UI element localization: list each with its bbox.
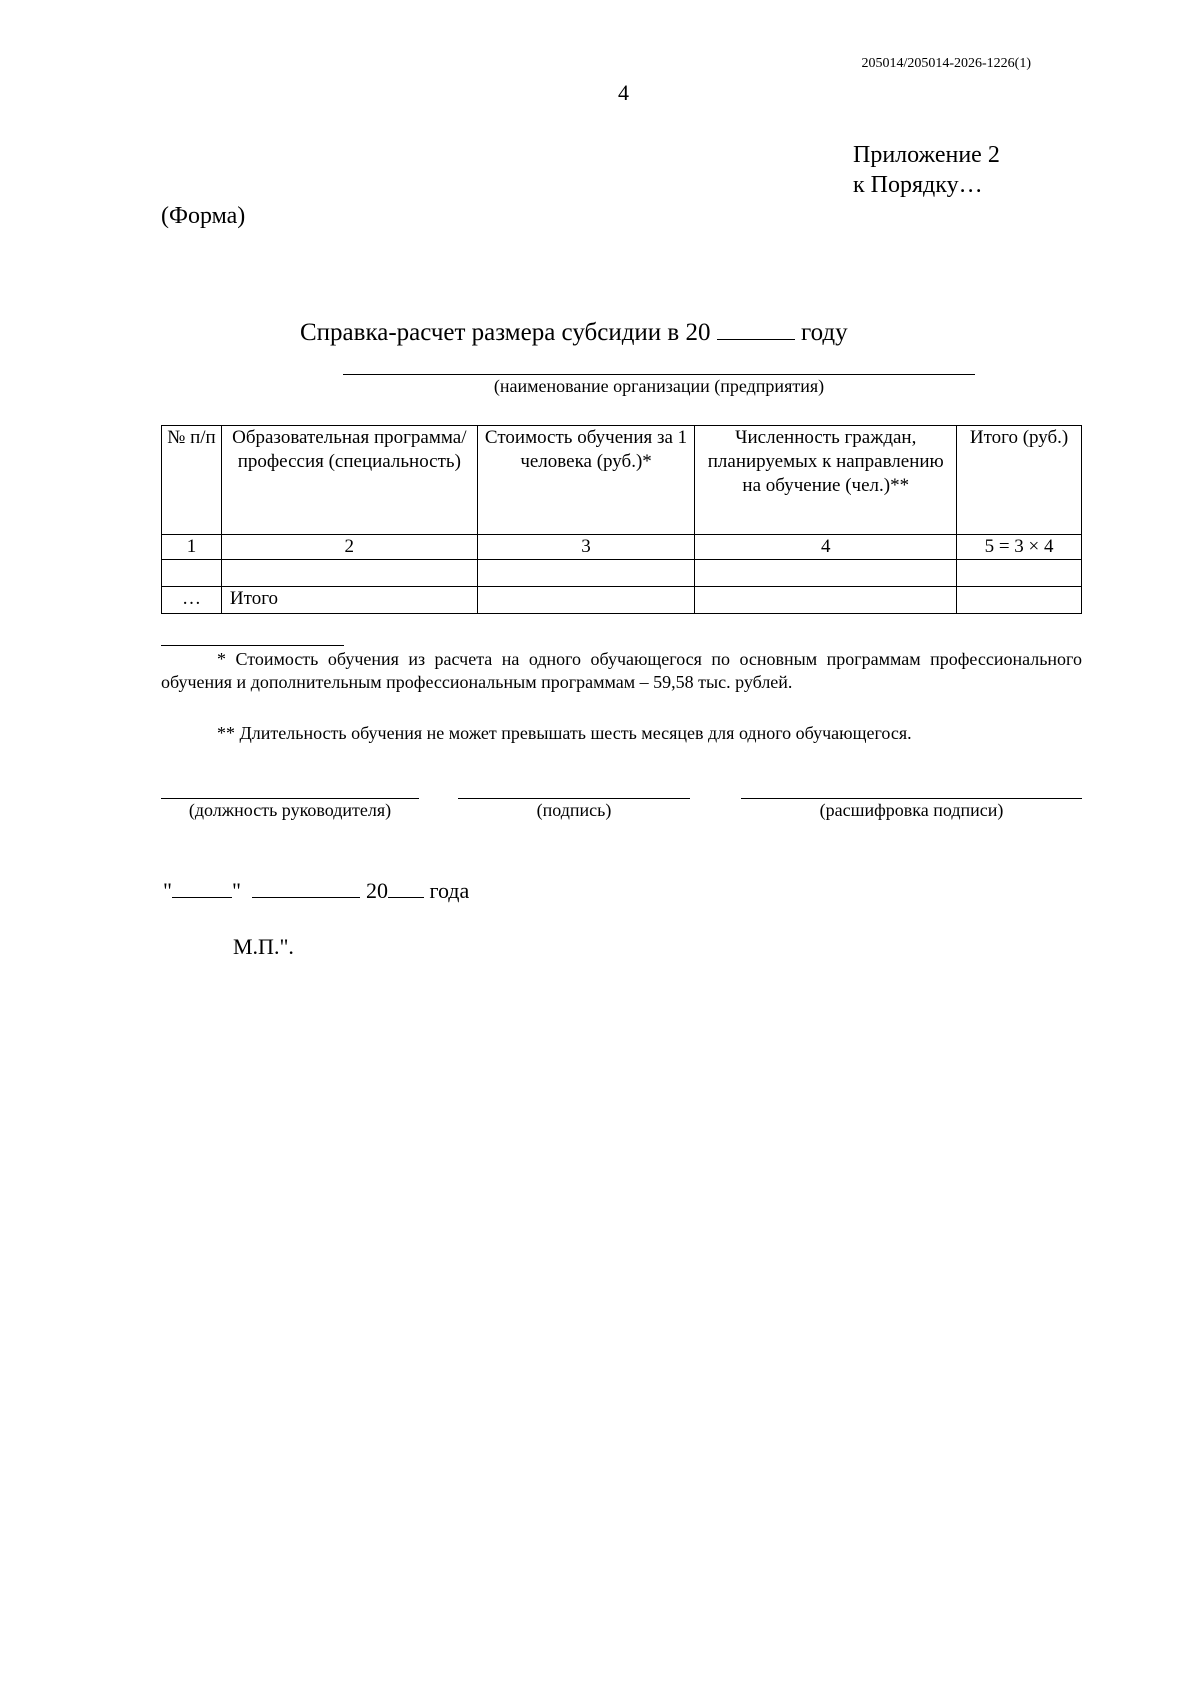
table-cell [957,560,1082,587]
header-cell-number: № п/п [162,426,222,535]
column-number: 2 [221,535,477,560]
table-cell [695,560,957,587]
footnote-1-text: * Стоимость обучения из расчета на одного обучающегося по основным программам профессионального обучения и дополнительным профессиональным программам – 59,58 тыс. рублей. [161,649,1082,692]
footnote-2-text: ** Длительность обучения не может превышать шесть месяцев для одного обучающегося. [217,723,912,743]
date-line [163,878,469,904]
position-signature-line [161,798,419,799]
table-row [162,560,1082,587]
org-name-caption: (наименование организации (предприятия) [493,376,825,396]
signature-line [458,798,690,799]
year-blank-short [388,896,424,898]
document-title [300,319,1030,347]
title-text: Справка-расчет размера субсидии в 20 [300,319,711,346]
subsidy-table [161,425,1082,614]
footnote-2 [161,722,1082,745]
year-blank [717,338,795,340]
signature-caption: (подпись) [536,800,612,820]
quote-open: " [163,878,172,903]
footnote-1 [161,648,1082,694]
footnote-separator [161,645,344,646]
appendix-reference [853,140,1000,200]
appendix-line-1: Приложение 2 [853,142,1000,168]
quote-close: " [231,878,241,903]
table-cell [162,560,222,587]
year-prefix: 20 [365,878,388,903]
document-id: 205014/205014-2026-1226(1) [861,56,1031,71]
column-number: 5 = 3 × 4 [957,535,1082,560]
stamp-place: М.П.". [233,934,294,959]
header-cell-program: Образовательная программа/профессия (специальность) [221,426,477,535]
column-number: 4 [695,535,957,560]
table-cell [477,587,695,614]
header-cell-total: Итого (руб.) [957,426,1082,535]
table-cell [477,560,695,587]
total-label-cell: Итого [221,587,477,614]
form-label: (Форма) [161,203,246,229]
table-cell [221,560,477,587]
day-blank [172,896,232,898]
ellipsis-cell: … [162,587,222,614]
org-name-line [343,374,975,375]
page-number: 4 [618,80,629,105]
column-number: 1 [162,535,222,560]
table-cell [695,587,957,614]
decoding-signature-line [741,798,1082,799]
title-text-end: году [800,319,848,346]
month-blank [252,896,360,898]
table-total-row [162,587,1082,614]
table-column-numbers-row [162,535,1082,560]
column-number: 3 [477,535,695,560]
decoding-caption: (расшифровка подписи) [819,800,1004,820]
table-header-row [162,426,1082,535]
appendix-line-2: к Порядку… [853,172,983,198]
header-cell-cost: Стоимость обучения за 1 человека (руб.)* [477,426,695,535]
header-cell-count: Численность граждан, планируемых к направлению на обучение (чел.)** [695,426,957,535]
year-suffix: года [429,878,470,903]
table-cell [957,587,1082,614]
position-caption: (должность руководителя) [188,800,392,820]
